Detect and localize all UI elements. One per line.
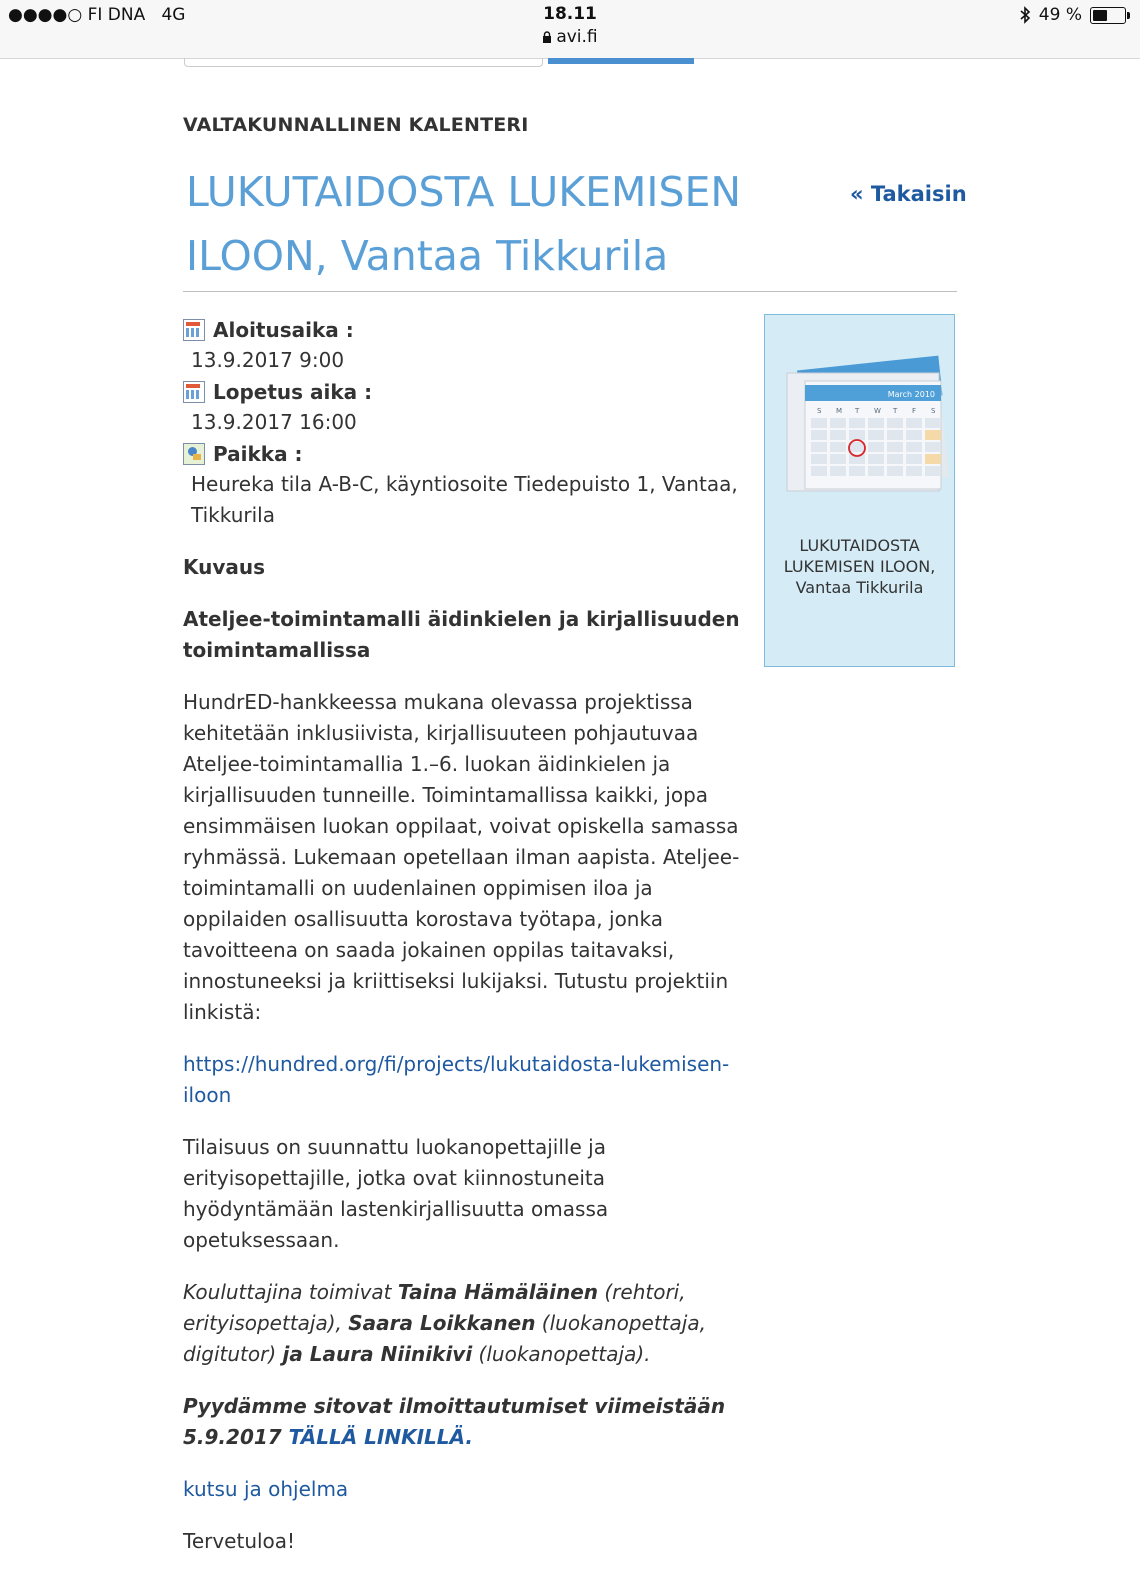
section-label: VALTAKUNNALLINEN KALENTERI (183, 114, 529, 136)
calendar-cell (811, 418, 827, 428)
search-input[interactable] (184, 58, 543, 67)
calendar-cell (887, 454, 903, 464)
calendar-cell (849, 430, 865, 440)
calendar-cell (887, 442, 903, 452)
end-time-value: 13.9.2017 16:00 (191, 410, 357, 434)
map-icon (183, 443, 205, 465)
calendar-cell (925, 418, 941, 428)
calendar-weekday: F (912, 407, 917, 415)
trainers-paragraph: Kouluttajina toimivat Taina Hämäläinen (rehtori, erityisopettaja), Saara Loikkanen (luokanopettaja, digitutor) ja Laura Niinikivi (luokanopettaja). (183, 1280, 706, 1366)
invite-paragraph (183, 1474, 753, 1505)
calendar-cell (906, 466, 922, 476)
calendar-icon (183, 381, 205, 403)
calendar-month-label: March 2010 (887, 390, 935, 399)
calendar-cell (868, 442, 884, 452)
calendar-cell (811, 454, 827, 464)
calendar-cell (906, 454, 922, 464)
lock-icon (542, 31, 552, 43)
calendar-cell (830, 430, 846, 440)
battery-fill (1093, 10, 1107, 21)
battery-percent: 49 % (1038, 5, 1082, 25)
calendar-cell (868, 454, 884, 464)
calendar-icon (183, 319, 205, 341)
calendar-illustration-icon (765, 315, 954, 515)
search-button[interactable] (548, 58, 694, 64)
status-center (0, 4, 1140, 47)
place-label: Paikka : (183, 438, 743, 469)
status-right (1019, 5, 1126, 25)
event-description (183, 552, 753, 1578)
invite-link[interactable]: kutsu ja ohjelma (183, 1477, 349, 1501)
description-subheading: Ateljee-toimintamalli äidinkielen ja kirjallisuuden toimintamallissa (183, 607, 740, 662)
back-link[interactable]: « Takaisin (850, 182, 967, 206)
status-bar (0, 0, 1140, 59)
end-time-label: Lopetus aika : (183, 376, 743, 407)
place-value: Heureka tila A-B-C, käyntiosoite Tiedepuisto 1, Vantaa, Tikkurila (191, 472, 738, 527)
trainer-name: Taina Hämäläinen (397, 1280, 598, 1304)
calendar-weekday: W (874, 407, 881, 415)
calendar-cell (868, 418, 884, 428)
event-details (183, 314, 743, 531)
calendar-cell (887, 418, 903, 428)
calendar-weekday: T (893, 407, 898, 415)
calendar-cell (830, 442, 846, 452)
calendar-weekday: S (931, 407, 936, 415)
start-time-value: 13.9.2017 9:00 (191, 348, 345, 372)
divider (183, 291, 957, 292)
calendar-cell (925, 466, 941, 476)
clock: 18.11 (543, 4, 597, 24)
registration-paragraph: Pyydämme sitovat ilmoittautumiset viimeistään 5.9.2017 TÄLLÄ LINKILLÄ. (183, 1394, 726, 1449)
calendar-cell (887, 466, 903, 476)
calendar-cell (849, 418, 865, 428)
start-time-label: Aloitusaika : (183, 314, 743, 345)
calendar-cell (811, 466, 827, 476)
calendar-cell (906, 442, 922, 452)
calendar-cell (868, 466, 884, 476)
url-text: avi.fi (556, 27, 598, 47)
registration-link[interactable]: TÄLLÄ LINKILLÄ. (288, 1425, 473, 1449)
description-paragraph: HundrED-hankkeessa mukana olevassa projektissa kehitetään inklusiivista, kirjallisuuteen pohjautuvaa Ateljee-toimintamallia 1.–6. luokan äidinkielen ja kirjallisuuden tunneille. Toimintamallissa kaikki, jopa ensimmäisen luokan oppilaat, voivat opiskella samassa ryhmässä. Lukemaan opetellaan ilman aapista. Ateljee-toimintamalli on uudenlainen oppimisen iloa ja oppilaiden osallisuutta korostava työtapa, jonka tavoitteena on saada jokainen oppilas taitavaksi, innostuneeksi ja kriittiseksi lukijaksi. Tutustu projektiin linkistä: (183, 690, 740, 1024)
image-caption: LUKUTAIDOSTA LUKEMISEN ILOON, Vantaa Tikkurila (783, 536, 936, 597)
audience-paragraph: Tilaisuus on suunnattu luokanopettajille ja erityisopettajille, jotka ovat kiinnostuneita hyödyntämään lastenkirjallisuutta omassa opetuksessaan. (183, 1135, 609, 1252)
network-label: 4G (161, 5, 186, 25)
calendar-cell (906, 430, 922, 440)
calendar-cell (849, 466, 865, 476)
calendar-cell (868, 430, 884, 440)
project-link[interactable]: https://hundred.org/fi/projects/lukutaidosta-lukemisen-iloon (183, 1052, 730, 1107)
trainer-name: ja Laura Niinikivi (282, 1342, 473, 1366)
calendar-cell (830, 454, 846, 464)
calendar-cell (925, 454, 941, 464)
calendar-cell (925, 430, 941, 440)
page-title: LUKUTAIDOSTA LUKEMISEN ILOON, Vantaa Tikkurila (186, 168, 742, 280)
calendar-cell (830, 418, 846, 428)
description-heading: Kuvaus (183, 555, 266, 579)
calendar-cell (811, 442, 827, 452)
battery-icon (1090, 7, 1126, 24)
calendar-cell (906, 418, 922, 428)
calendar-weekday: T (855, 407, 860, 415)
calendar-cell (887, 430, 903, 440)
calendar-weekday: S (817, 407, 822, 415)
welcome-text: Tervetuloa! (183, 1529, 296, 1553)
bluetooth-icon (1019, 6, 1031, 24)
project-link-paragraph (183, 1049, 753, 1111)
calendar-cell (925, 442, 941, 452)
calendar-cell (811, 430, 827, 440)
trainer-name: Saara Loikkanen (348, 1311, 536, 1335)
calendar-cell (830, 466, 846, 476)
address-bar[interactable] (0, 27, 1140, 47)
event-image-box (764, 314, 955, 667)
calendar-weekday: M (836, 407, 843, 415)
carrier-label: ●●●●○ FI DNA (8, 5, 146, 25)
